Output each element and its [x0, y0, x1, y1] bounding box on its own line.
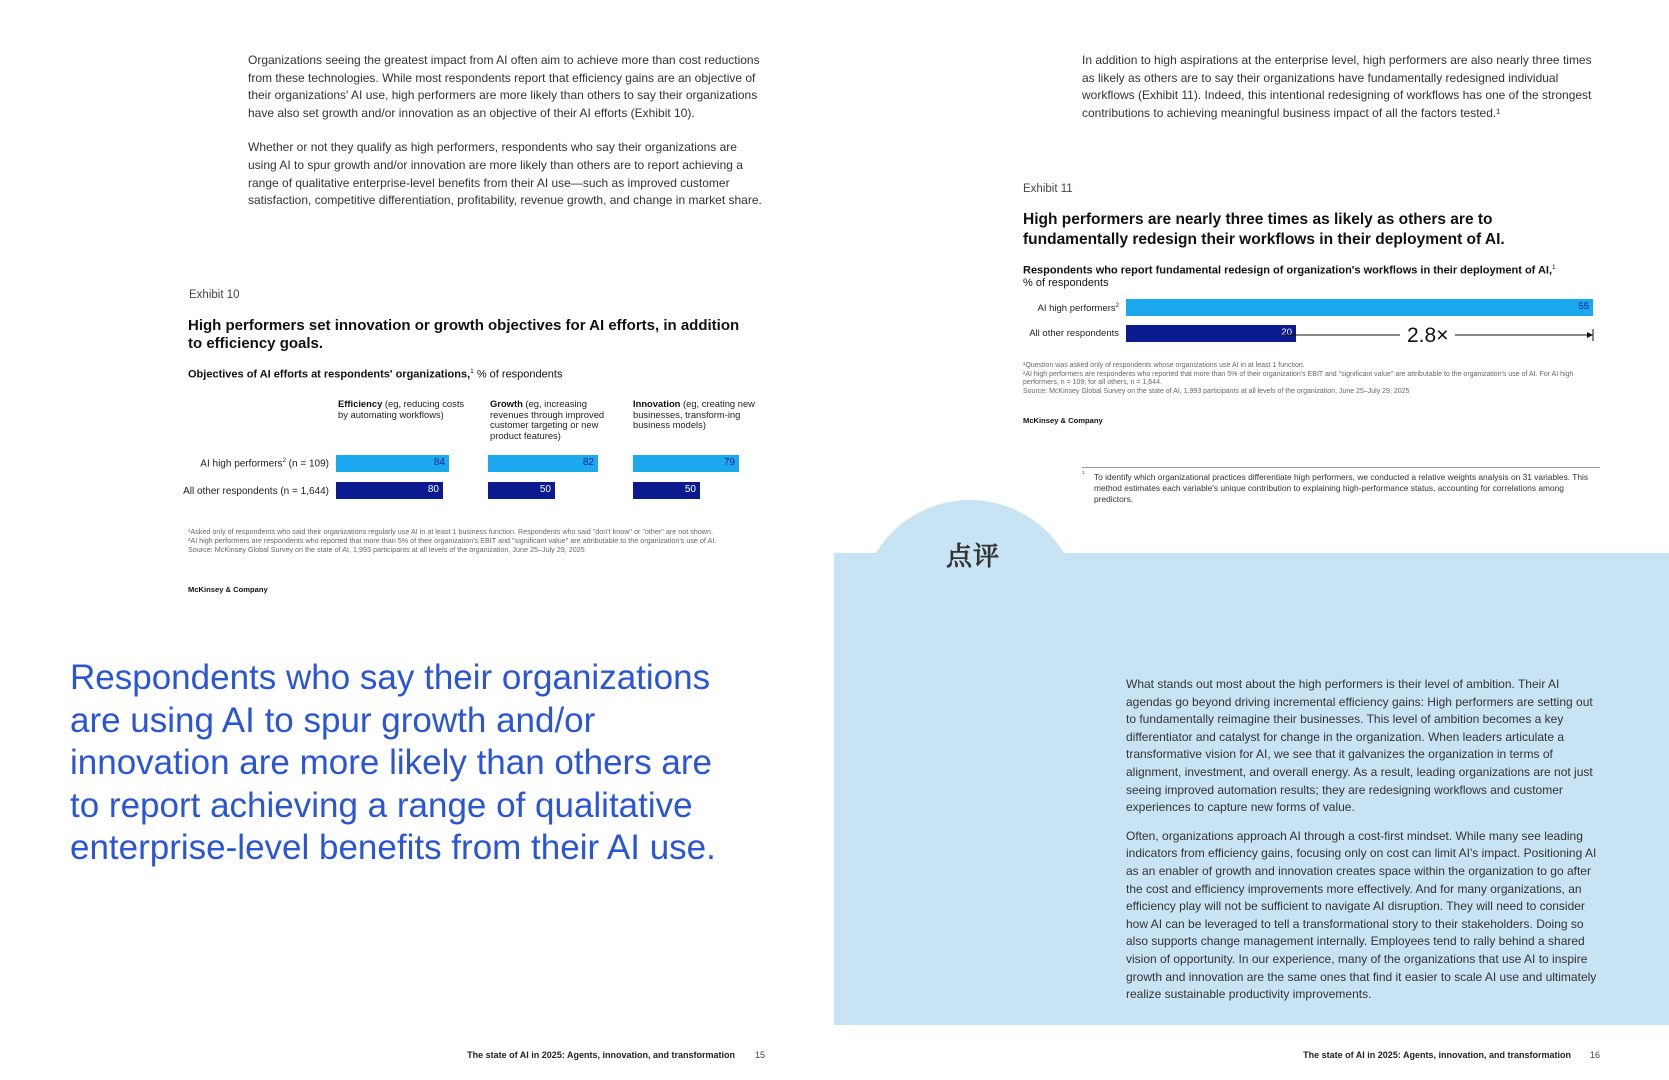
bar-value-label: 84	[433, 457, 445, 468]
review-heading: 点评	[946, 541, 1001, 571]
page-footnote-marker: ¹	[1082, 469, 1085, 478]
bar-high-performers-0	[336, 455, 449, 472]
exhibit-11-footnotes	[1023, 362, 1598, 396]
bar-value-label: 82	[582, 457, 594, 468]
page-number: 16	[1590, 1050, 1601, 1060]
footnote: Source: McKinsey Global Survey on the state of AI, 1,993 participants at all levels of the organization, June 25–July 29, 2025	[1023, 387, 1410, 395]
bar-high-performers-2	[633, 455, 739, 472]
bar-value-label: 50	[684, 484, 696, 495]
exhibit-10-subtitle	[188, 368, 562, 381]
intro-paragraph-2: Whether or not they qualify as high performers, respondents who say their organizations are using AI to spur growth and/or innovation are more likely than others are to report achieving a range of qualitative enterprise-level benefits from their AI use—such as improved customer satisfaction, competitive differentiation, profitability, revenue growth, and change in market share.	[248, 140, 762, 208]
column-header-desc: (eg, increasing revenues through improved customer targeting or new product features)	[490, 398, 605, 441]
review-body	[1126, 676, 1604, 1004]
multiplier-label: 2.8×	[1404, 324, 1451, 348]
exhibit-11-title: High performers are nearly three times as likely as others are to fundamentally redesign their workflows in their deployment of AI.	[1023, 211, 1505, 248]
exhibit-11-label: Exhibit 11	[1023, 183, 1073, 195]
row-label-high-performers	[1038, 303, 1120, 314]
exhibit-10-title: High performers set innovation or growth objectives for AI efforts, in addition to efficiency goals.	[188, 317, 740, 352]
review-paragraph-1: What stands out most about the high performers is their level of ambition. Their AI agendas go beyond driving incremental efficiency gains: High performers are setting out to fundamentally reimagine their businesses. This level of ambition becomes a key differentiator and catalyst for change in the organization. When leaders articulate a transformative vision for AI, we see that it galvanizes the organization in terms of alignment, investment, and overall energy. As a result, leading organizations are not just seeing improved automation results; they are redesigning workflows and customer experiences to capture new forms of value.	[1126, 677, 1593, 815]
column-header-efficiency	[338, 399, 473, 420]
exhibit-10-subtitle-bold: Objectives of AI efforts at respondents' organizations,	[188, 368, 471, 381]
bar-value-label: 55	[1578, 301, 1589, 312]
page-footnote-rule	[1082, 467, 1600, 468]
column-header-desc: (eg, reducing costs by automating workflows)	[338, 398, 465, 420]
exhibit-10-subtitle-sup: 1	[470, 368, 474, 375]
column-header-name: Efficiency	[338, 398, 383, 409]
exhibit-11-subtitle-bold: Respondents who report fundamental redesign of organization's workflows in their deployment of AI,	[1023, 264, 1553, 277]
column-header-name: Innovation	[633, 398, 681, 409]
page-footer-title: The state of AI in 2025: Agents, innovation, and transformation	[1303, 1050, 1571, 1060]
page-footer-title: The state of AI in 2025: Agents, innovation, and transformation	[467, 1050, 735, 1060]
row-label-name: All other respondents	[1029, 328, 1119, 339]
column-header-growth	[490, 399, 618, 441]
footnote: ²AI high performers are respondents who reported that more than 5% of their organization's EBIT and "significant value" are attributable to the organization's use of AI. For AI high performers, n = 109; for all others, n = 1,644.	[1023, 370, 1574, 387]
exhibit-11-subtitle-line2: % of respondents	[1023, 276, 1109, 289]
row-label-all-others	[1029, 328, 1119, 339]
column-header-innovation	[633, 399, 758, 431]
left-intro	[248, 52, 766, 210]
bar-high-performers	[1126, 299, 1593, 316]
row-label-name: All other respondents	[183, 486, 278, 497]
bar-value-label: 79	[723, 457, 735, 468]
intro-paragraph-1: Organizations seeing the greatest impact from AI often aim to achieve more than cost reductions from these technologies. While most respondents report that efficiency gains are an objective of their organizations' AI use, high performers are more likely than others to say their organizations have also set growth and/or innovation as an objective of their AI efforts (Exhibit 10).	[248, 53, 760, 120]
bar-value-label: 20	[1281, 327, 1292, 338]
bar-all-others	[1126, 325, 1296, 342]
bar-all-others-2	[633, 482, 700, 499]
footnote: Source: McKinsey Global Survey on the state of AI, 1,993 participants at all levels of the organization, June 25–July 29, 2025	[188, 545, 585, 555]
exhibit-11-subtitle	[1023, 264, 1623, 289]
row-label-sup: 2	[1115, 303, 1119, 309]
review-tab	[860, 500, 1080, 720]
footnote: ¹Question was asked only of respondents whose organizations use AI in at least 1 function.	[1023, 362, 1305, 369]
row-label-name: AI high performers	[1037, 303, 1116, 315]
mckinsey-brand: McKinsey & Company	[1023, 416, 1103, 425]
review-paragraph-2: Often, organizations approach AI through a cost-first mindset. While many see leading indicators from efficiency gains, focusing only on cost can limit AI's impact. Positioning AI as an enabler of growth and innovation creates space within the organization to go after the cost and efficiency improvements more effectively. And for many organizations, an efficiency play will not be sufficient to navigate AI disruption. They will need to consider how AI can be leveraged to tell a transformational story to their stakeholders. Doing so also supports change management internally. Employees tend to rally behind a shared vision of opportunity. In our experience, many of the organizations that use AI to inspire growth and innovation are the same ones that find it easier to scale AI use and ultimately realize sustainable productivity improvements.	[1126, 828, 1597, 1002]
footnote: ¹Asked only of respondents who said their organizations regularly use AI in at least 1 business function. Respondents who said "don't know" or "other" are not shown.	[188, 527, 713, 536]
exhibit-10-footnotes	[188, 527, 763, 555]
bar-all-others-0	[336, 482, 443, 499]
bar-all-others-1	[488, 482, 555, 499]
exhibit-10-subtitle-rest: % of respondents	[473, 368, 563, 381]
pull-quote: Respondents who say their organizations are using AI to spur growth and/or innovation are more likely than others are to report achieving a range of qualitative enterprise-level benefits from their AI use.	[70, 658, 716, 867]
row-label-high-performers	[200, 458, 329, 469]
bar-value-label: 50	[539, 484, 551, 495]
bar-high-performers-1	[488, 455, 598, 472]
row-label-n: (n = 109)	[285, 458, 329, 470]
bar-value-label: 80	[427, 484, 439, 495]
arrow-head	[1587, 332, 1593, 338]
row-label-all-others	[183, 486, 329, 497]
row-label-name: AI high performers	[200, 458, 283, 470]
page-footnote: To identify which organizational practices differentiate high performers, we conducted a relative weights analysis on 31 variables. This method estimates each variable's unique contribution to explaining high-performance status, accounting for correlations among predictors.	[1094, 472, 1589, 504]
column-header-name: Growth	[490, 398, 523, 409]
page-number: 15	[755, 1050, 766, 1060]
footnote: ²AI high performers are respondents who reported that more than 5% of their organization's EBIT and "significant value" are attributable to the organization's use of AI.	[188, 536, 717, 546]
exhibit-11-subtitle-sup: 1	[1552, 264, 1556, 271]
column-header-desc: (eg, creating new businesses, transform-ing business models)	[633, 398, 755, 431]
right-intro: In addition to high aspirations at the enterprise level, high performers are also nearly three times as likely as others are to say their organizations have fundamentally redesigned individual workflows (Exhibit 11). Indeed, this intentional redesigning of workflows has one of the strongest contributions to achieving meaningful business impact of all the factors tested.¹	[1082, 53, 1592, 120]
exhibit-10-label: Exhibit 10	[189, 289, 240, 301]
row-label-sup: 2	[282, 458, 286, 464]
row-label-n: (n = 1,644)	[277, 486, 329, 497]
mckinsey-brand: McKinsey & Company	[188, 585, 268, 594]
